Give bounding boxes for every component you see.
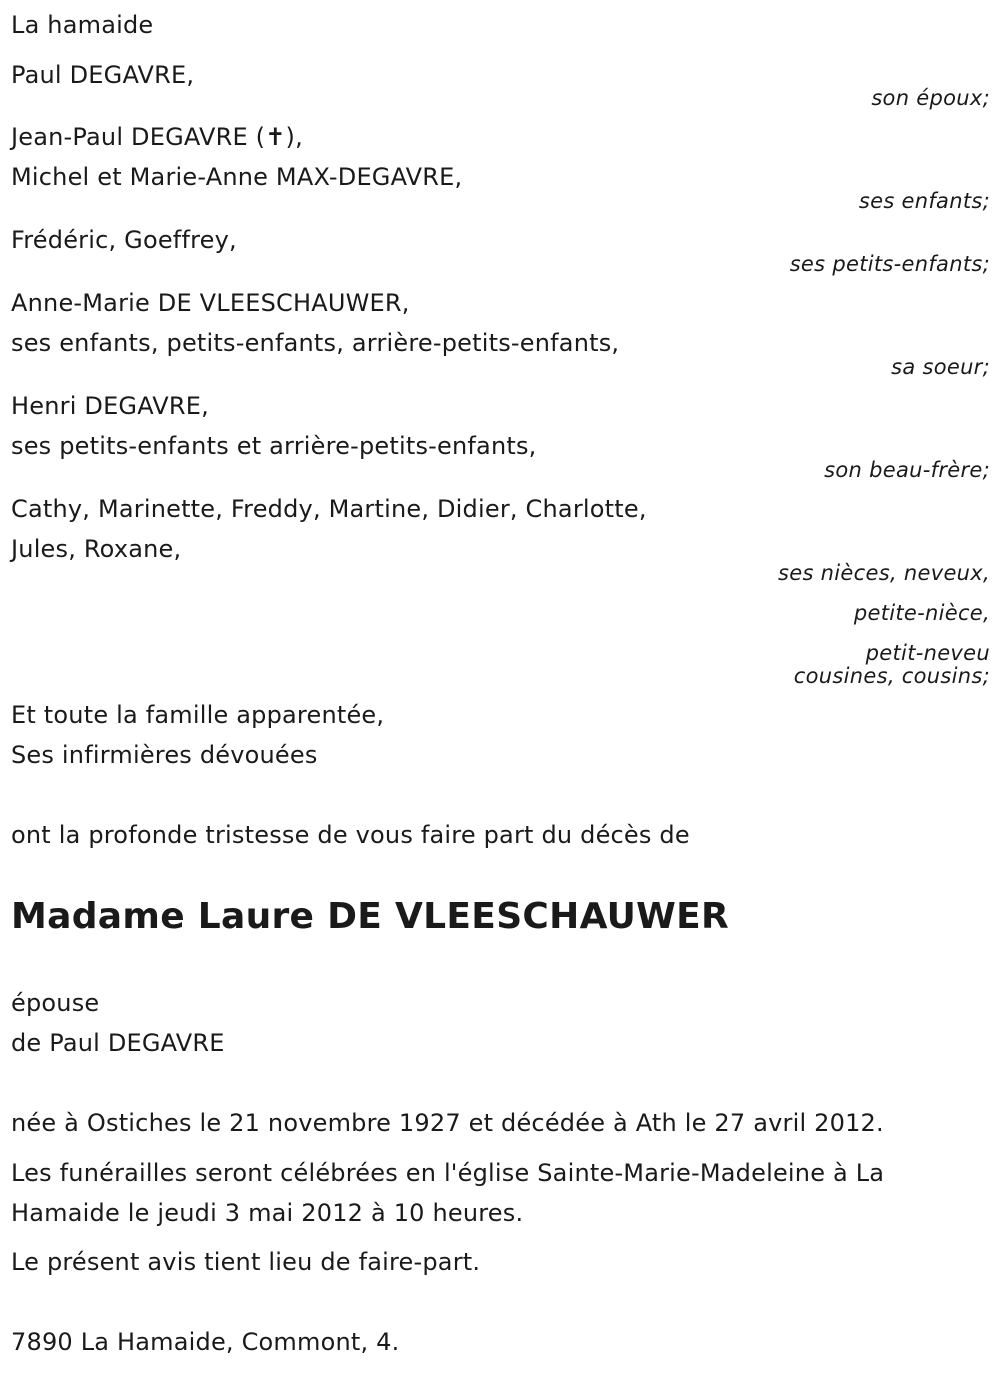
brother-in-law-line-1: Henri DEGAVRE, [11, 392, 209, 420]
others-line-1: Et toute la famille apparentée, [11, 701, 385, 729]
nieces-nephews-relation-4: cousines, cousins; [793, 664, 990, 688]
sister-line-1: Anne-Marie DE VLEESCHAUWER, [11, 289, 410, 317]
funeral-line-2: Hamaide le jeudi 3 mai 2012 à 10 heures. [11, 1199, 524, 1227]
sister-relation: sa soeur; [891, 355, 990, 379]
children-line-2: Michel et Marie-Anne MAX-DEGAVRE, [11, 163, 463, 191]
sister-line-2: ses enfants, petits-enfants, arrière-petits-enfants, [11, 329, 620, 357]
birth-death: née à Ostiches le 21 novembre 1927 et décédée à Ath le 27 avril 2012. [11, 1109, 884, 1137]
nieces-nephews-relation-3: petit-neveu [865, 641, 990, 665]
announcement-intro: ont la profonde tristesse de vous faire part du décès de [11, 821, 690, 849]
header-place: La hamaide [11, 11, 154, 39]
others-line-2: Ses infirmières dévouées [11, 741, 318, 769]
children-line-1-prefix: Jean-Paul DEGAVRE ( [11, 123, 266, 151]
grandchildren-line-1: Frédéric, Goeffrey, [11, 226, 237, 254]
address: 7890 La Hamaide, Commont, 4. [11, 1328, 400, 1356]
spouse-name: de Paul DEGAVRE [11, 1029, 225, 1057]
cross-icon: ✝ [265, 123, 286, 151]
children-line-1-suffix: ), [285, 123, 303, 151]
nieces-nephews-relation-1: ses nièces, neveux, [778, 561, 990, 585]
husband-relation: son époux; [871, 86, 990, 110]
children-relation: ses enfants; [858, 189, 990, 213]
brother-in-law-line-2: ses petits-enfants et arrière-petits-enfants, [11, 432, 537, 460]
husband-name: Paul DEGAVRE, [11, 61, 195, 89]
deceased-name: Madame Laure DE VLEESCHAUWER [11, 896, 730, 937]
brother-in-law-relation: son beau-frère; [824, 458, 990, 482]
notice: Le présent avis tient lieu de faire-part. [11, 1248, 481, 1276]
nieces-nephews-line-1: Cathy, Marinette, Freddy, Martine, Didier, Charlotte, [11, 495, 647, 523]
grandchildren-relation: ses petits-enfants; [789, 252, 990, 276]
children-line-1 [11, 122, 303, 152]
funeral-line-1: Les funérailles seront célébrées en l'église Sainte-Marie-Madeleine à La [11, 1159, 885, 1187]
spouse-label: épouse [11, 989, 100, 1017]
nieces-nephews-relation-2: petite-nièce, [853, 601, 990, 625]
nieces-nephews-line-2: Jules, Roxane, [11, 535, 182, 563]
